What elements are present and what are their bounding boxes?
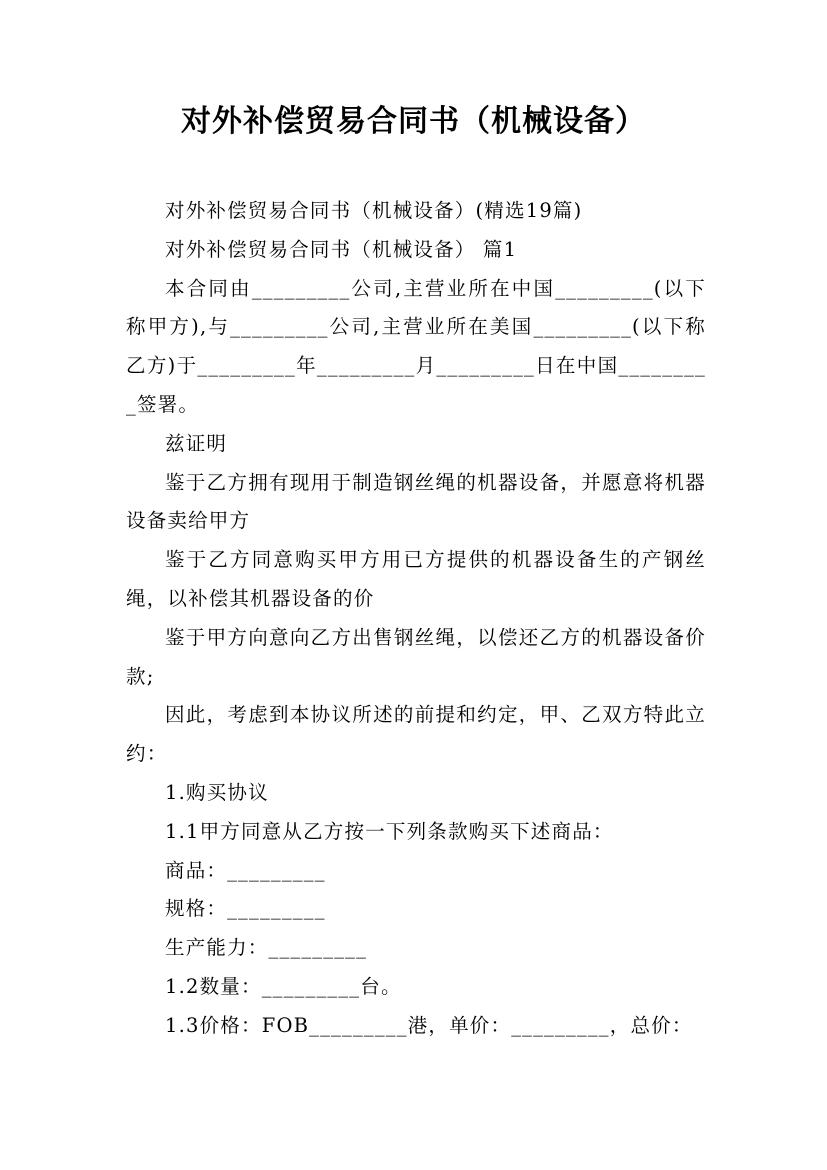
document-body: [126, 192, 706, 1046]
paragraph-section-heading: 对外补偿贸易合同书（机械设备） 篇1: [165, 237, 518, 261]
paragraph-parties: 本合同由_________公司,主营业所在中国_________(以下称甲方),与_________公司,主营业所在美国_________(以下称乙方)于_________年_________月_________日在中国_________签署。: [126, 276, 706, 416]
document-title: 对外补偿贸易合同书（机械设备）: [181, 104, 646, 139]
paragraph-goods: 商品：_________: [165, 858, 326, 882]
paragraph-recital-1: 鉴于乙方拥有现用于制造钢丝绳的机器设备，并愿意将机器设备卖给甲方: [126, 470, 706, 533]
paragraph-clause-1-1: 1.1甲方同意从乙方按一下列条款购买下述商品：: [165, 819, 614, 843]
paragraph-clause-1-3: 1.3价格：FOB_________港，单价：_________，总价：: [165, 1013, 693, 1037]
paragraph-clause-1-2: 1.2数量：_________台。: [165, 974, 402, 998]
paragraph-specification: 规格：_________: [165, 897, 326, 921]
paragraph-witness: 兹证明: [165, 431, 228, 455]
paragraph-recital-3: 鉴于甲方向意向乙方出售钢丝绳，以偿还乙方的机器设备价款;: [126, 625, 706, 688]
paragraph-clause-1: 1.购买协议: [165, 780, 269, 804]
paragraph-capacity: 生产能力：_________: [165, 936, 368, 960]
paragraph-subtitle: 对外补偿贸易合同书（机械设备）(精选19篇): [165, 199, 583, 222]
paragraph-agreement-intro: 因此，考虑到本协议所述的前提和约定，甲、乙双方特此立约：: [126, 703, 706, 766]
paragraph-recital-2: 鉴于乙方同意购买甲方用已方提供的机器设备生的产钢丝绳，以补偿其机器设备的价: [126, 548, 706, 610]
